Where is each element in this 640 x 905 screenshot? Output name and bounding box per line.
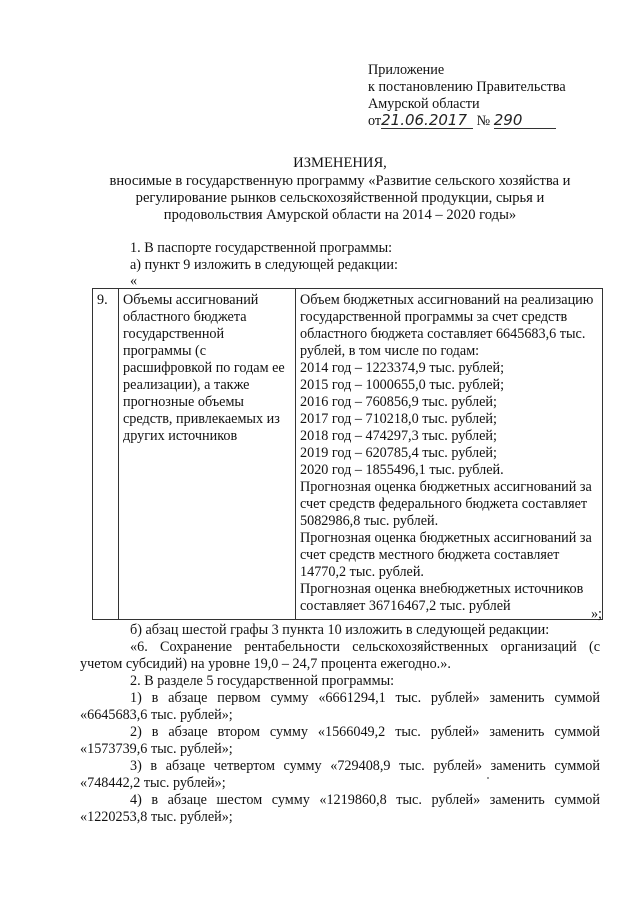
year-2019: 2019 год – 620785,4 тыс. рублей; bbox=[300, 445, 497, 461]
approval-line-2: к постановлению Правительства bbox=[368, 79, 566, 95]
approval-line-3: Амурской области bbox=[368, 96, 480, 112]
scan-artifact bbox=[487, 777, 489, 779]
row-number-cell: 9. bbox=[93, 289, 119, 620]
title-line-2: регулирование рынков сельскохозяйственной продукции, сырья и bbox=[135, 190, 545, 206]
table-row bbox=[93, 289, 603, 620]
open-quote: « bbox=[130, 273, 138, 289]
approval-line-1: Приложение bbox=[368, 62, 445, 78]
title-heading: ИЗМЕНЕНИЯ, bbox=[293, 155, 387, 171]
date-prefix: от bbox=[368, 113, 382, 129]
section-2-item-4: 4) в абзаце шестом сумму «1219860,8 тыс. рублей» заменить суммой «1220253,8 тыс. рублей»; bbox=[80, 792, 600, 825]
section-2-heading: 2. В разделе 5 государственной программы: bbox=[130, 673, 395, 689]
sub-b-text: «6. Сохранение рентабельности сельскохозяйственных организаций (с учетом субсидий) на уровне 19,0 – 24,7 процента ежегодно.». bbox=[80, 639, 600, 672]
title-line-3: продовольствия Амурской области на 2014 – 2020 годы» bbox=[163, 207, 517, 223]
handwritten-number: 290 bbox=[494, 113, 556, 129]
year-2020: 2020 год – 1855496,1 тыс. рублей. bbox=[300, 462, 504, 478]
approval-block bbox=[368, 62, 566, 130]
handwritten-date: 21.06.2017 bbox=[381, 113, 473, 129]
row-value-cell bbox=[296, 289, 603, 620]
section-1-heading: 1. В паспорте государственной программы: bbox=[130, 240, 393, 256]
local-budget-estimate: Прогнозная оценка бюджетных ассигнований за счет средств местного бюджета составляет 14770,2 тыс. рублей. bbox=[300, 530, 592, 580]
year-2014: 2014 год – 1223374,9 тыс. рублей; bbox=[300, 360, 505, 376]
approval-date-line bbox=[368, 113, 566, 130]
number-prefix: № bbox=[476, 113, 491, 129]
year-2017: 2017 год – 710218,0 тыс. рублей; bbox=[300, 411, 497, 427]
close-quote: »; bbox=[590, 606, 602, 622]
sub-b-intro: б) абзац шестой графы 3 пункта 10 изложить в следующей редакции: bbox=[130, 622, 550, 638]
extrabudget-estimate: Прогнозная оценка внебюджетных источников составляет 36716467,2 тыс. рублей bbox=[300, 581, 584, 614]
section-2-item-1: 1) в абзаце первом сумму «6661294,1 тыс. рублей» заменить суммой «6645683,6 тыс. рублей»; bbox=[80, 690, 600, 723]
row-label-cell: Объемы ассигнований областного бюджета государственной программы (с расшифровкой по годам ее реализации), а также прогнозные объемы средств, привлекаемых из других источников bbox=[119, 289, 296, 620]
section-2-item-2: 2) в абзаце втором сумму «1566049,2 тыс. рублей» заменить суммой «1573739,6 тыс. рублей»; bbox=[80, 724, 600, 757]
passport-table bbox=[92, 288, 603, 620]
document-title bbox=[80, 155, 600, 224]
federal-budget-estimate: Прогнозная оценка бюджетных ассигнований за счет средств федерального бюджета составляет 5082986,8 тыс. рублей. bbox=[300, 479, 592, 529]
budget-intro: Объем бюджетных ассигнований на реализацию государственной программы за счет средств областного бюджета составляет 6645683,6 тыс. рублей, в том числе по годам: bbox=[300, 292, 594, 359]
year-2015: 2015 год – 1000655,0 тыс. рублей; bbox=[300, 377, 505, 393]
year-2016: 2016 год – 760856,9 тыс. рублей; bbox=[300, 394, 497, 410]
section-2-item-3: 3) в абзаце четвертом сумму «729408,9 тыс. рублей» заменить суммой «748442,2 тыс. рублей»; bbox=[80, 758, 600, 791]
year-2018: 2018 год – 474297,3 тыс. рублей; bbox=[300, 428, 497, 444]
section-1-sub-a: а) пункт 9 изложить в следующей редакции: bbox=[130, 257, 398, 273]
title-line-1: вносимые в государственную программу «Развитие сельского хозяйства и bbox=[109, 173, 571, 189]
